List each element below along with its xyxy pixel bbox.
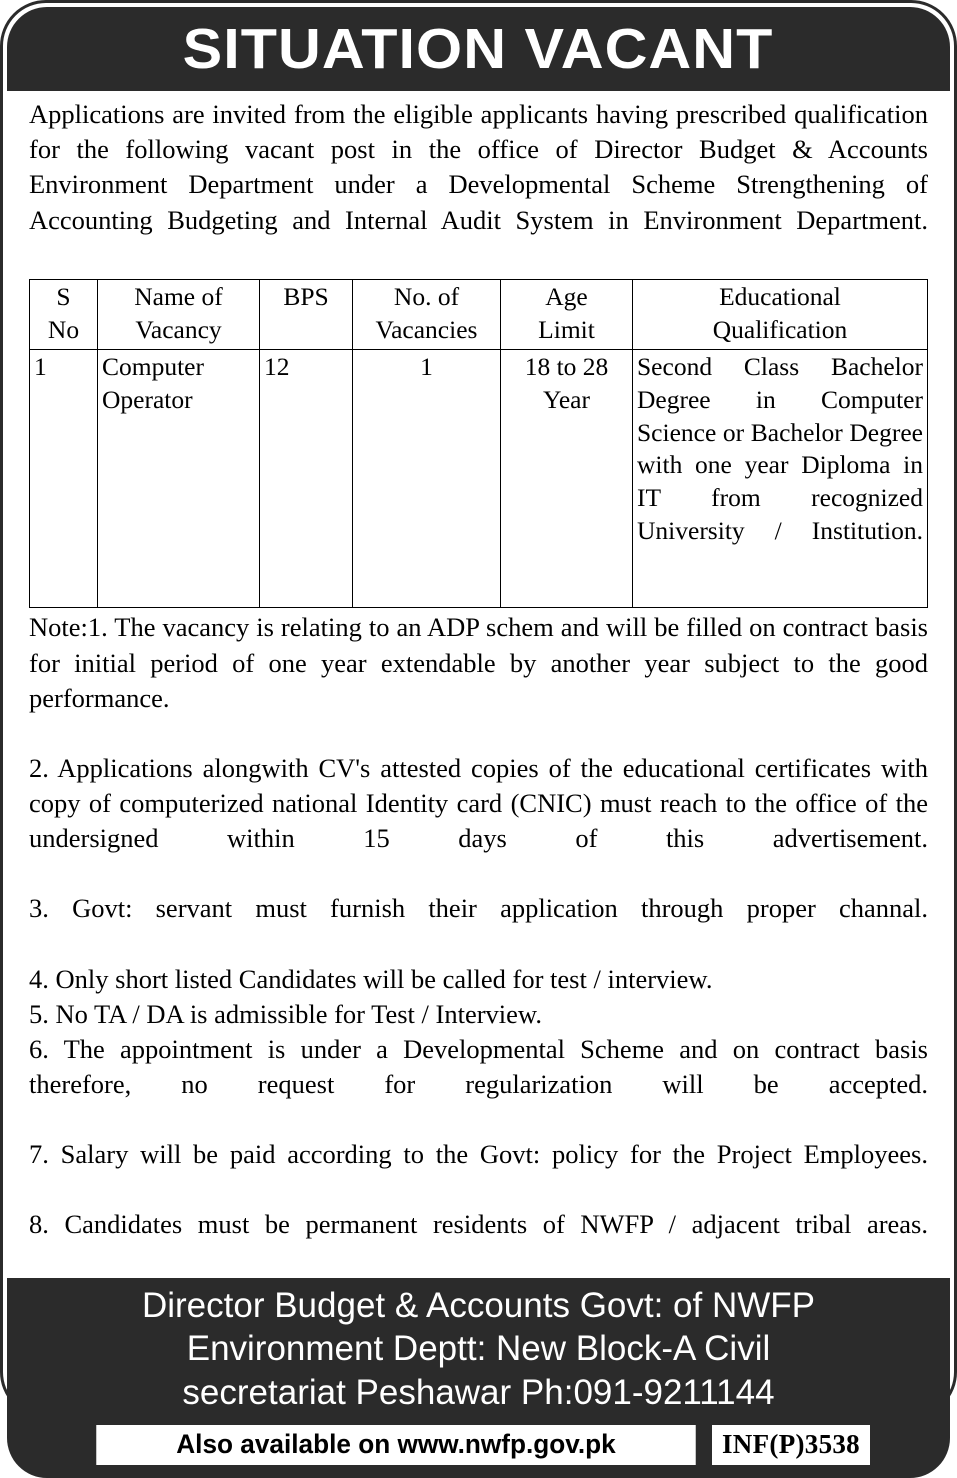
- note-item: 7. Salary will be paid according to the Govt: policy for the Project Employees.: [29, 1139, 928, 1170]
- column-header-novac-line2: Vacancies: [375, 314, 478, 344]
- column-header-no-of-vacancies: [353, 280, 501, 350]
- note-item: 2. Applications alongwith CV's attested copies of the educational certificates with copy of computerized national Identity card (CNIC) must reach to the office of the undersigned within 15 days of this advertisement.: [29, 752, 928, 854]
- note-item: 3. Govt: servant must furnish their application through proper channal.: [29, 893, 928, 924]
- note-item: 6. The appointment is under a Developmental Scheme and on contract basis therefore, no request for regularization will be accepted.: [29, 1033, 928, 1099]
- cell-name-of-vacancy: Computer Operator: [98, 350, 260, 608]
- note-item: 5. No TA / DA is admissible for Test / Interview.: [29, 998, 542, 1029]
- cell-age-limit: 18 to 28 Year: [501, 350, 633, 608]
- column-header-s-no: [30, 280, 98, 350]
- column-header-s-no-line1: S: [56, 282, 71, 312]
- column-header-bps-line1: BPS: [283, 282, 329, 312]
- cell-no-of-vacancies: 1: [353, 350, 501, 608]
- column-header-educational-qualification: [633, 280, 928, 350]
- column-header-age-line2: Limit: [538, 314, 595, 344]
- note-item: 8. Candidates must be permanent residents of NWFP / adjacent tribal areas.: [29, 1209, 928, 1240]
- note-item: Note:1. The vacancy is relating to an ADP schem and will be filled on contract basis for initial period of one year extendable by another year subject to the good performance.: [29, 612, 928, 713]
- column-header-age-line1: Age: [545, 282, 588, 312]
- cell-s-no: 1: [30, 350, 98, 608]
- column-header-s-no-line2: No: [47, 314, 80, 344]
- column-header-name-of-vacancy: [98, 280, 260, 350]
- table-header-row: [30, 280, 928, 350]
- note-item: 4. Only short listed Candidates will be called for test / interview.: [29, 963, 713, 994]
- column-header-qual-line1: Educational: [719, 282, 841, 312]
- vacancy-table: [29, 279, 928, 608]
- table-row: [30, 350, 928, 608]
- intro-paragraph: Applications are invited from the eligible applicants having prescribed qualification for the following vacant post in the office of Director Budget & Accounts Environment Department under a Developmental Scheme Strengthening of Accounting Budgeting and Internal Audit System in Environment Department.: [29, 99, 928, 235]
- advertisement-inner: [7, 7, 950, 1459]
- column-header-bps: [260, 280, 353, 350]
- column-header-qual-line2: Qualification: [712, 314, 848, 344]
- footer-address-banner: [7, 1278, 950, 1419]
- bottom-bar: [7, 1419, 950, 1478]
- header-banner: [7, 7, 950, 91]
- page-title: SITUATION VACANT: [183, 16, 774, 81]
- notes-section: [29, 610, 928, 1277]
- cell-educational-qualification: Second Class Bachelor Degree in Computer Science or Bachelor Degree with one year Diploma in IT from recognized University / Institution.: [633, 350, 928, 608]
- column-header-age-limit: [501, 280, 633, 350]
- footer-address-line: Director Budget & Accounts Govt: of NWFP: [141, 1285, 816, 1325]
- footer-address-line: Environment Deptt: New Block-A Civil: [186, 1329, 771, 1369]
- cell-bps: 12: [260, 350, 353, 608]
- body-area: [7, 91, 950, 1278]
- column-header-name-line2: Vacancy: [135, 314, 222, 344]
- column-header-name-line1: Name of: [134, 282, 223, 312]
- reference-number-badge: INF(P)3538: [712, 1425, 870, 1465]
- website-note[interactable]: Also available on www.nwfp.gov.pk: [96, 1425, 695, 1465]
- footer-address-line: secretariat Peshawar Ph:091-9211144: [182, 1373, 775, 1412]
- column-header-novac-line1: No. of: [393, 282, 460, 312]
